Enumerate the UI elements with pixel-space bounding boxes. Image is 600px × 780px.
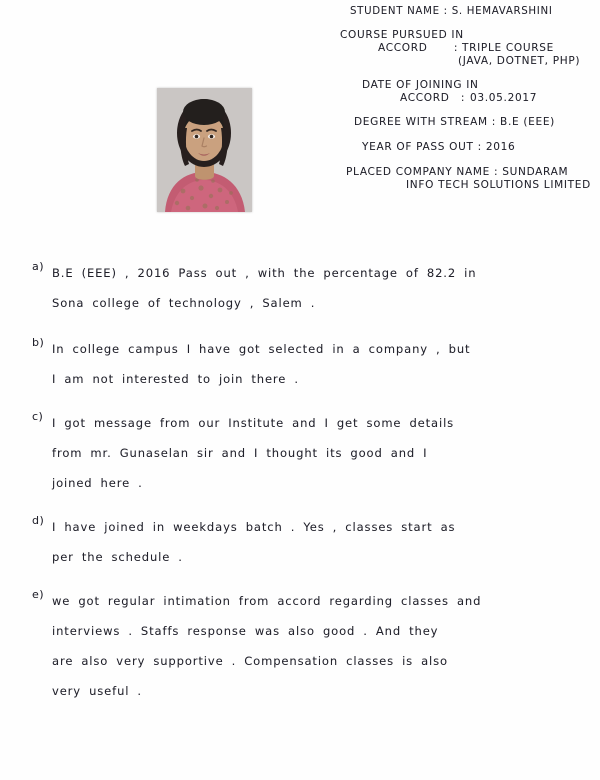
answer-item-c [0,408,600,498]
answer-line: Sona college of technology , Salem . [52,296,316,310]
course-pursued-label-line1: COURSE PURSUED IN [340,28,464,41]
date-of-joining-label-line2: ACCORD [400,91,450,104]
header-fields [340,6,598,191]
answer-marker-a: a) [32,260,45,273]
answer-line: we got regular intimation from accord regarding classes and [52,594,482,608]
answer-item-a [0,258,600,318]
placed-company-line1: PLACED COMPANY NAME : SUNDARAM [346,166,569,179]
course-pursued-value-row [378,42,598,54]
answer-marker-d: d) [32,514,45,527]
degree-with-stream-line: DEGREE WITH STREAM : B.E (EEE) [354,116,555,129]
answer-line: I have joined in weekdays batch . Yes , classes start as [52,520,456,534]
course-separator: : [453,41,459,54]
answer-marker-c: c) [32,410,44,423]
student-photo-image [157,88,252,212]
answer-item-b [0,334,600,394]
course-pursued-label-line2: ACCORD [378,41,428,54]
answer-item-d [0,512,600,572]
answer-item-e [0,586,600,706]
course-value-line1: TRIPLE COURSE [462,41,554,54]
answer-marker-e: e) [32,588,45,601]
date-separator: : [460,91,466,104]
date-of-joining-value-row [400,92,598,104]
student-name-line [350,6,598,18]
answer-body-d [52,512,600,572]
answer-line: very useful . [52,684,142,698]
answer-line: per the schedule . [52,550,183,564]
answer-line: interviews . Staffs response was also good . And they [52,624,439,638]
answer-line: from mr. Gunaselan sir and I thought its good and I [52,446,428,460]
answer-line: In college campus I have got selected in a company , but [52,342,471,356]
date-of-joining-label-line1: DATE OF JOINING IN [362,78,479,91]
student-photo [157,88,252,212]
year-of-pass-out-line: YEAR OF PASS OUT : 2016 [362,141,516,154]
answer-marker-b: b) [32,336,45,349]
date-of-joining-value: 03.05.2017 [470,91,538,104]
answer-line: I got message from our Institute and I get some details [52,416,455,430]
placed-company-line2: INFO TECH SOLUTIONS LIMITED [406,179,591,192]
answer-line: B.E (EEE) , 2016 Pass out , with the percentage of 82.2 in [52,266,477,280]
answer-line: joined here . [52,476,143,490]
answer-line: I am not interested to join there . [52,372,299,386]
student-name-value: S. HEMAVARSHINI [451,6,553,17]
answer-line: are also very supportive . Compensation classes is also [52,654,448,668]
answer-body-b [52,334,600,394]
answers-list [0,258,600,706]
course-value-line2: (JAVA, DOTNET, PHP) [458,54,581,67]
answer-body-a [52,258,600,318]
answer-body-c [52,408,600,498]
answer-body-e [52,586,600,706]
student-name-label: STUDENT NAME : [350,6,448,17]
